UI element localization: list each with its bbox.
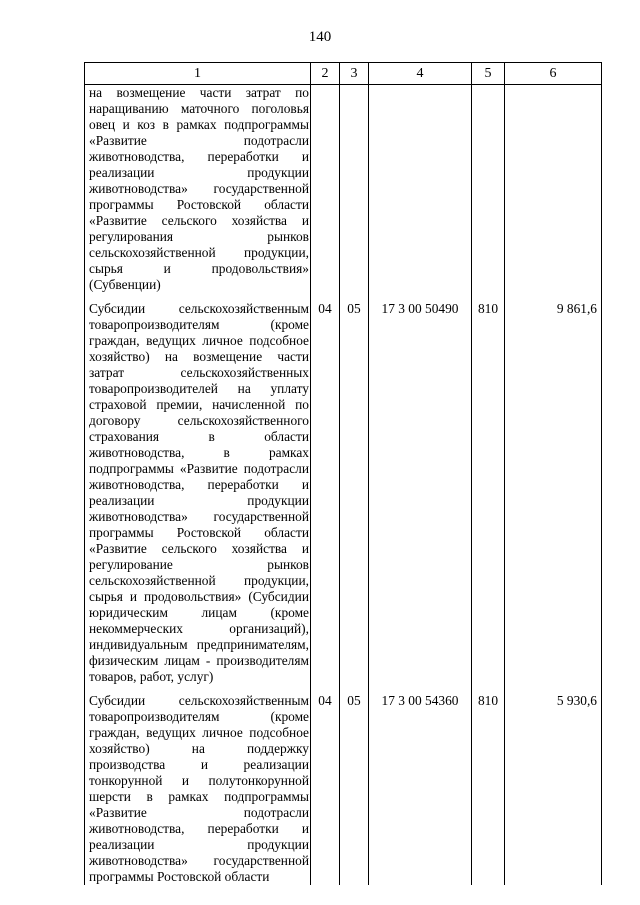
row-spacer xyxy=(85,293,602,301)
header-col-1: 1 xyxy=(85,63,311,85)
budget-table-container xyxy=(84,62,601,885)
row-expense-type xyxy=(472,85,505,294)
header-col-3: 3 xyxy=(340,63,369,85)
row-description: Субсидии сельскохозяйственным товаропроизводителям (кроме граждан, ведущих личное подсобное хозяйство) на поддержку производства и реализации тонкорунной и полутонкорунной шерсти в рамках подпрограммы «Развитие подотрасли животноводства, переработки и реализации продукции животноводства» государственной программы Ростовской области xyxy=(85,693,311,885)
row-amount: 9 861,6 xyxy=(505,301,602,685)
header-col-6: 6 xyxy=(505,63,602,85)
row-amount xyxy=(505,85,602,294)
row-expense-type: 810 xyxy=(472,301,505,685)
budget-table xyxy=(84,62,602,885)
header-col-4: 4 xyxy=(369,63,472,85)
row-target-code: 17 3 00 54360 xyxy=(369,693,472,885)
page-number: 140 xyxy=(308,29,332,45)
header-row xyxy=(85,63,602,85)
header-col-2: 2 xyxy=(311,63,340,85)
row-section: 04 xyxy=(311,693,340,885)
row-expense-type: 810 xyxy=(472,693,505,885)
table-row xyxy=(85,85,602,294)
row-subsection xyxy=(340,85,369,294)
row-section: 04 xyxy=(311,301,340,685)
row-amount: 5 930,6 xyxy=(505,693,602,885)
row-target-code xyxy=(369,85,472,294)
table-row xyxy=(85,301,602,685)
table-body xyxy=(85,85,602,886)
row-section xyxy=(311,85,340,294)
row-subsection: 05 xyxy=(340,301,369,685)
row-target-code: 17 3 00 50490 xyxy=(369,301,472,685)
header-col-5: 5 xyxy=(472,63,505,85)
row-description: Субсидии сельскохозяйственным товаропроизводителям (кроме граждан, ведущих личное подсобное хозяйство) на возмещение части затрат сельскохозяйственных товаропроизводителей на уплату страховой премии, начисленной по договору сельскохозяйственного страхования в области животноводства, в рамках подпрограммы «Развитие подотрасли животноводства, переработки и реализации продукции животноводства» государственной программы Ростовской области «Развитие сельского хозяйства и регулирование рынков сельскохозяйственной продукции, сырья и продовольствия» (Субсидии юридическим лицам (кроме некоммерческих организаций), индивидуальным предпринимателям, физическим лицам - производителям товаров, работ, услуг) xyxy=(85,301,311,685)
table-header xyxy=(85,63,602,85)
table-row xyxy=(85,693,602,885)
row-spacer xyxy=(85,685,602,693)
row-subsection: 05 xyxy=(340,693,369,885)
row-description: на возмещение части затрат по наращиванию маточного поголовья овец и коз в рамках подпрограммы «Развитие подотрасли животноводства, переработки и реализации продукции животноводства» государственной программы Ростовской области «Развитие сельского хозяйства и регулирования рынков сельскохозяйственной продукции, сырья и продовольствия» (Субвенции) xyxy=(85,85,311,294)
